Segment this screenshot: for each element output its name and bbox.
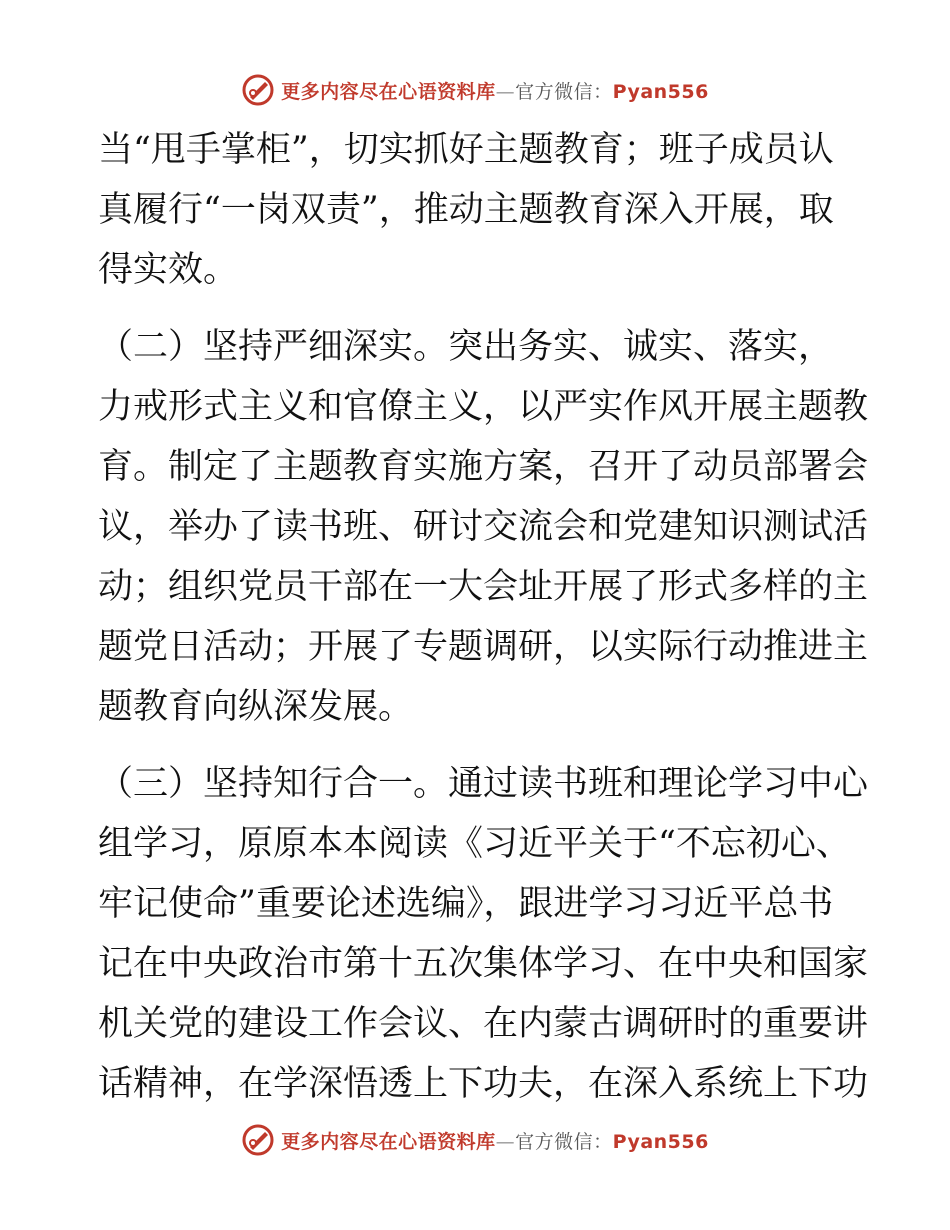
banner-dash: —	[495, 80, 516, 103]
text-line: 得实效。	[98, 250, 239, 290]
text-line: 牢记使命”重要论述选编》，跟进学习习近平总书	[98, 884, 834, 924]
text-line: 当“甩手掌柜”，切实抓好主题教育；班子成员认	[98, 130, 834, 170]
paragraph-3	[98, 754, 869, 1114]
text-line: （二）坚持严细深实。突出务实、诚实、落实，	[98, 327, 834, 367]
text-line: 题教育向纵深发展。	[98, 687, 414, 727]
text-line: （三）坚持知行合一。通过读书班和理论学习中心	[98, 764, 869, 804]
footer-banner	[0, 1118, 950, 1162]
banner-wechat-id: Pyan556	[612, 1130, 709, 1153]
header-banner	[0, 68, 950, 112]
brand-logo-icon	[241, 73, 275, 107]
banner-official: 官方微信：	[515, 80, 613, 103]
banner-text	[281, 77, 709, 104]
text-line: 题党日活动；开展了专题调研，以实际行动推进主	[98, 627, 869, 667]
text-line: 议，举办了读书班、研讨交流会和党建知识测试活	[98, 507, 869, 547]
text-line: 真履行“一岗双责”，推动主题教育深入开展，取	[98, 190, 834, 230]
paragraph-2	[98, 317, 869, 737]
text-line: 组学习，原原本本阅读《习近平关于“不忘初心、	[98, 824, 851, 864]
text-line: 育。制定了主题教育实施方案，召开了动员部署会	[98, 447, 869, 487]
text-line: 话精神，在学深悟透上下功夫，在深入系统上下功	[98, 1064, 869, 1104]
banner-text	[281, 1127, 709, 1154]
banner-label: 更多内容尽在心语资料库	[281, 1130, 496, 1153]
banner-official: 官方微信：	[515, 1130, 613, 1153]
banner-wechat-id: Pyan556	[612, 80, 709, 103]
paragraph-1	[98, 120, 858, 300]
text-line: 力戒形式主义和官僚主义，以严实作风开展主题教	[98, 387, 869, 427]
banner-dash: —	[495, 1130, 516, 1153]
text-line: 动；组织党员干部在一大会址开展了形式多样的主	[98, 567, 869, 607]
text-line: 机关党的建设工作会议、在内蒙古调研时的重要讲	[98, 1004, 869, 1044]
brand-logo-icon	[241, 1123, 275, 1157]
banner-label: 更多内容尽在心语资料库	[281, 80, 496, 103]
document-body	[98, 120, 869, 1114]
text-line: 记在中央政治市第十五次集体学习、在中央和国家	[98, 944, 869, 984]
